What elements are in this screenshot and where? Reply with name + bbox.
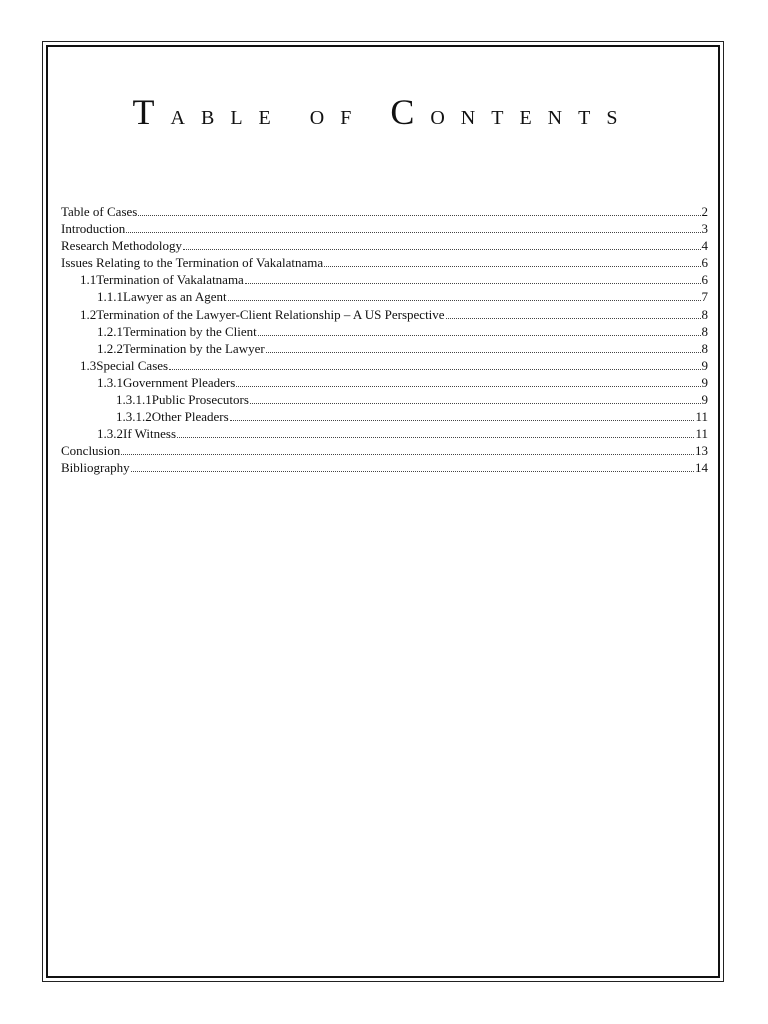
toc-entry-number: 1.3 <box>80 357 97 373</box>
toc-entry-label: Termination by the Lawyer <box>123 340 265 356</box>
toc-entry[interactable] <box>61 323 708 340</box>
toc-entry-label: Bibliography <box>61 460 130 476</box>
toc-entry-page-number: 6 <box>701 272 708 288</box>
toc-entry[interactable] <box>61 288 708 305</box>
toc-entry-number: 1.3.1 <box>97 374 123 390</box>
toc-entry-page-number: 9 <box>701 392 708 408</box>
toc-entry[interactable] <box>61 408 708 425</box>
toc-entry-page-number: 9 <box>701 374 708 390</box>
toc-entry[interactable] <box>61 254 708 271</box>
toc-entry-page-number: 11 <box>695 409 708 425</box>
toc-entry-label: Public Prosecutors <box>151 392 249 408</box>
toc-dot-leader <box>131 470 694 472</box>
page-border-inner <box>46 45 720 978</box>
toc-entry[interactable] <box>61 425 708 442</box>
title-initial-c: C <box>390 92 431 132</box>
table-of-contents <box>61 203 708 477</box>
toc-entry-label: Lawyer as an Agent <box>123 289 227 305</box>
toc-dot-leader <box>266 351 701 353</box>
toc-entry-label: Special Cases <box>96 357 169 373</box>
toc-entry-label: Research Methodology <box>61 238 182 254</box>
toc-entry-page-number: 13 <box>695 443 708 459</box>
title-part-2: ontents <box>430 100 634 131</box>
toc-dot-leader <box>250 402 701 404</box>
toc-dot-leader <box>236 385 700 387</box>
toc-entry-number: 1.2.1 <box>97 323 123 339</box>
toc-entry-number: 1.2.2 <box>97 340 123 356</box>
toc-entry[interactable] <box>61 391 708 408</box>
toc-entry[interactable] <box>61 220 708 237</box>
toc-entry-label: Issues Relating to the Termination of Vakalatnama <box>61 255 324 271</box>
toc-dot-leader <box>230 419 695 421</box>
toc-entry-number: 1.3.1.2 <box>116 409 152 425</box>
toc-entry-label: Conclusion <box>61 443 121 459</box>
toc-entry-page-number: 2 <box>701 204 708 219</box>
toc-dot-leader <box>126 231 700 233</box>
toc-entry-page-number: 8 <box>701 306 708 322</box>
toc-entry[interactable] <box>61 203 708 220</box>
toc-entry-page-number: 8 <box>701 323 708 339</box>
toc-entry-label: Introduction <box>61 221 126 237</box>
toc-entry-page-number: 6 <box>701 255 708 271</box>
toc-dot-leader <box>138 214 700 216</box>
toc-entry-label: Termination of the Lawyer-Client Relationship – A US Perspective <box>96 306 445 322</box>
title-part-1: able of <box>170 100 391 131</box>
toc-dot-leader <box>446 317 701 319</box>
toc-entry[interactable] <box>61 237 708 254</box>
toc-entry[interactable] <box>61 374 708 391</box>
toc-entry-page-number: 11 <box>695 426 708 442</box>
toc-entry-number: 1.3.1.1 <box>116 392 152 408</box>
toc-dot-leader <box>169 368 700 370</box>
toc-dot-leader <box>177 436 694 438</box>
toc-entry-page-number: 4 <box>701 238 708 254</box>
toc-dot-leader <box>228 299 701 301</box>
toc-entry-number: 1.3.2 <box>97 426 123 442</box>
toc-dot-leader <box>258 334 701 336</box>
toc-entry[interactable] <box>61 306 708 323</box>
toc-entry-label: Other Pleaders <box>151 409 229 425</box>
toc-entry-number: 1.1 <box>80 272 97 288</box>
title-initial-t: T <box>132 92 171 132</box>
toc-entry-label: Termination of Vakalatnama <box>96 272 244 288</box>
toc-entry-label: If Witness <box>123 426 177 442</box>
page-title <box>46 92 720 136</box>
toc-entry[interactable] <box>61 340 708 357</box>
toc-dot-leader <box>245 282 701 284</box>
toc-dot-leader <box>324 265 700 267</box>
toc-entry-page-number: 3 <box>701 221 708 237</box>
toc-entry-label: Termination by the Client <box>123 323 257 339</box>
toc-entry-number: 1.2 <box>80 306 97 322</box>
toc-entry[interactable] <box>61 442 708 459</box>
toc-entry-label: Table of Cases <box>61 204 138 219</box>
toc-entry[interactable] <box>61 271 708 288</box>
toc-entry-page-number: 7 <box>701 289 708 305</box>
toc-entry-label: Government Pleaders <box>123 374 236 390</box>
toc-entry[interactable] <box>61 357 708 374</box>
toc-entry[interactable] <box>61 459 708 476</box>
toc-entry-page-number: 8 <box>701 340 708 356</box>
toc-dot-leader <box>183 248 701 250</box>
toc-entry-page-number: 14 <box>695 460 708 476</box>
toc-dot-leader <box>121 453 694 455</box>
toc-entry-page-number: 9 <box>701 357 708 373</box>
toc-entry-number: 1.1.1 <box>97 289 123 305</box>
